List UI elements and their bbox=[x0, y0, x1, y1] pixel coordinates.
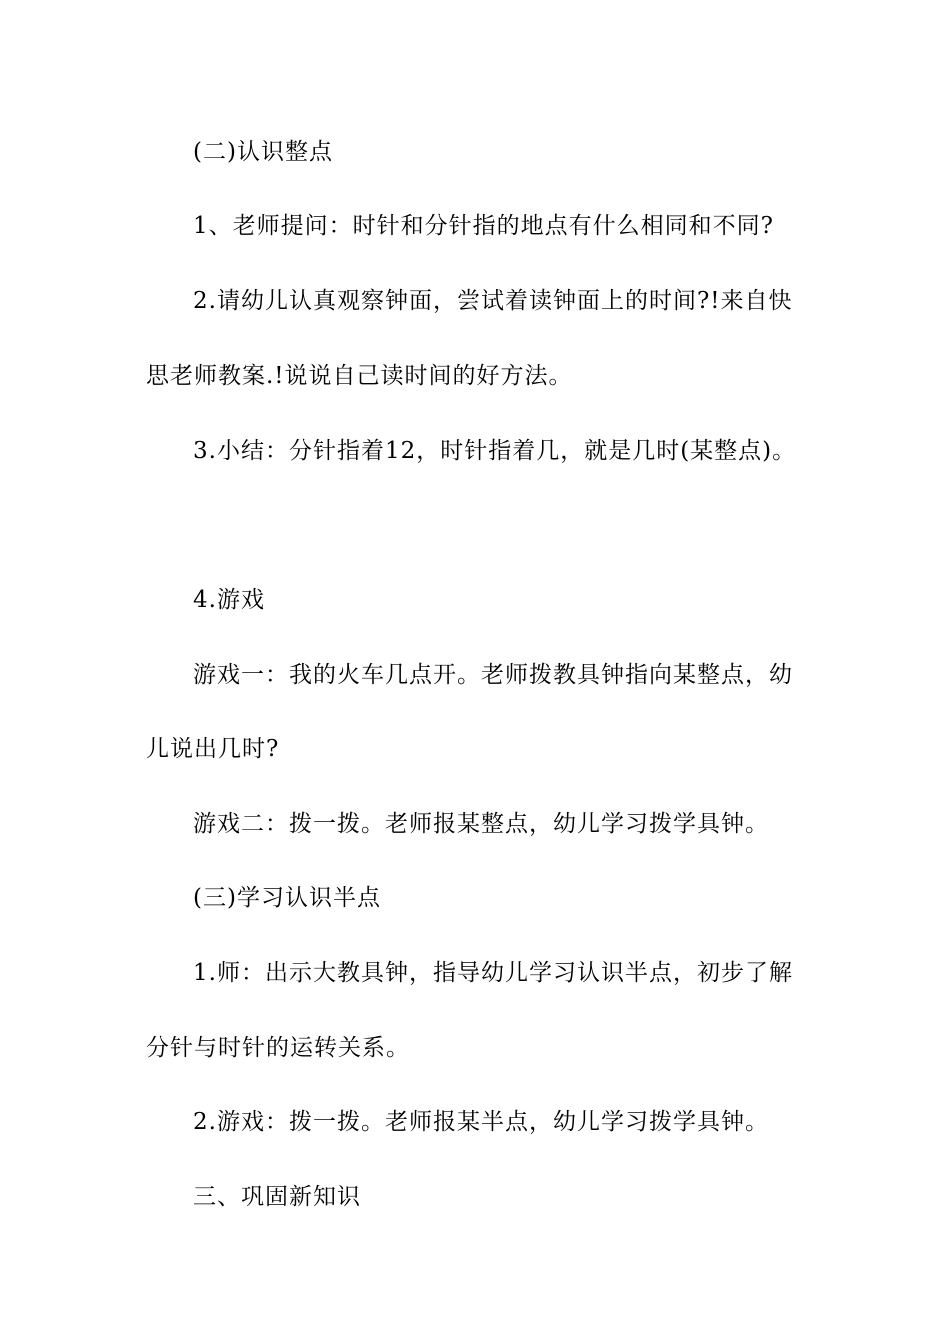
paragraph-line: 1.师：出示大教具钟，指导幼儿学习认识半点，初步了解 bbox=[193, 960, 793, 986]
paragraph-line: 游戏二：拨一拨。老师报某整点，幼儿学习拨学具钟。 bbox=[193, 811, 769, 837]
section-heading-whole-hour: (二)认识整点 bbox=[193, 139, 333, 165]
subheading-game: 4.游戏 bbox=[193, 587, 265, 613]
paragraph-line: 1、老师提问：时针和分针指的地点有什么相同和不同? bbox=[193, 213, 774, 239]
paragraph-line: 儿说出几时? bbox=[146, 736, 280, 762]
paragraph-line: 2.请幼儿认真观察钟面，尝试着读钟面上的时间?!来自快 bbox=[193, 288, 793, 314]
section-heading-half-hour: (三)学习认识半点 bbox=[193, 885, 381, 911]
section-heading-consolidate: 三、巩固新知识 bbox=[193, 1184, 361, 1210]
paragraph-line: 2.游戏：拨一拨。老师报某半点，幼儿学习拨学具钟。 bbox=[193, 1109, 769, 1135]
paragraph-line: 3.小结：分针指着12，时针指着几，就是几时(某整点)。 bbox=[193, 438, 797, 464]
paragraph-line: 思老师教案.!说说自己读时间的好方法。 bbox=[146, 363, 573, 389]
paragraph-line: 分针与时针的运转关系。 bbox=[146, 1035, 410, 1061]
paragraph-line: 游戏一：我的火车几点开。老师拨教具钟指向某整点，幼 bbox=[193, 662, 793, 688]
